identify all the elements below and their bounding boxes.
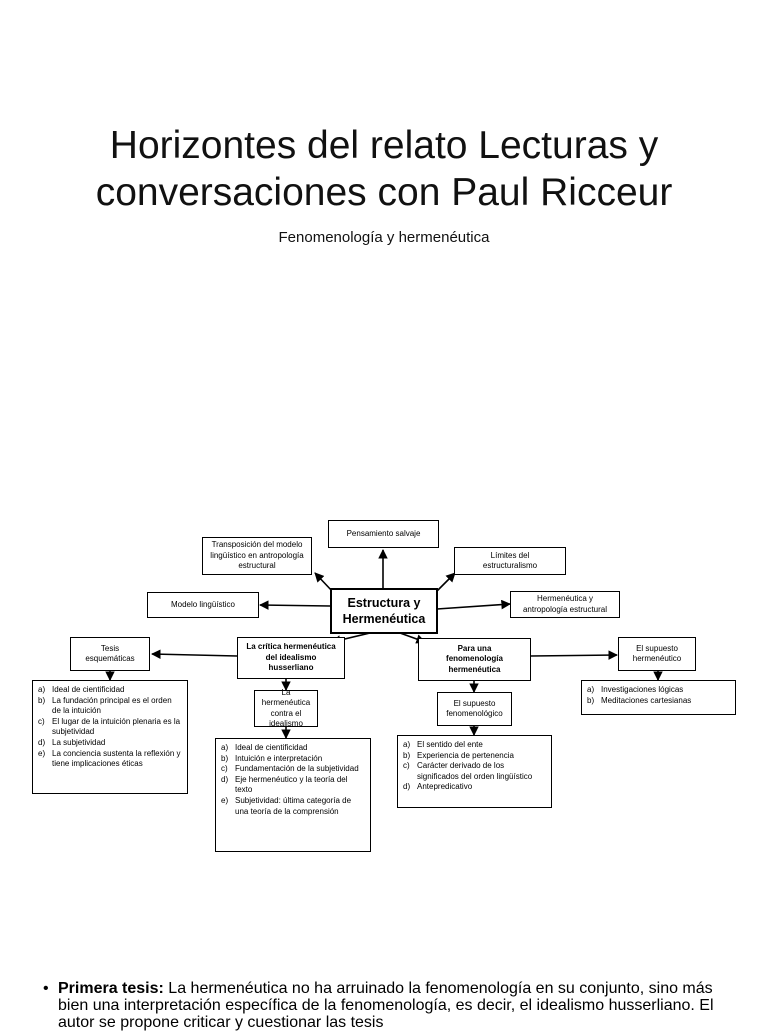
list-marker: c) (221, 764, 228, 774)
arrow-to-supuesto-herm (531, 655, 617, 656)
node-tesis: Tesis esquemáticas (70, 637, 150, 671)
list-text: Meditaciones cartesianas (601, 695, 692, 705)
bullet-dot: • (43, 980, 49, 997)
list-marker: c) (403, 761, 410, 771)
list-item (221, 764, 365, 775)
list-text: Ideal de cientificidad (52, 685, 125, 694)
node-modelo: Modelo lingüístico (147, 592, 259, 618)
title-line-1: Horizontes del relato Lecturas y (109, 124, 659, 167)
node-pensamiento: Pensamiento salvaje (328, 520, 439, 548)
list-text: Subjetividad: última categoría de una teoría de la comprensión (235, 795, 352, 816)
list-item (38, 749, 182, 770)
node-critica: La crítica hermenéutica del idealismo husserliano (237, 637, 345, 679)
list-text: Ideal de cientificidad (235, 743, 308, 752)
list-item (587, 696, 730, 707)
list-marker: e) (221, 795, 229, 805)
list-item (587, 685, 730, 696)
list-item (403, 740, 546, 751)
slide-subtitle: Fenomenología y hermenéutica (278, 229, 490, 246)
tesis-list (32, 680, 188, 794)
list-item (221, 775, 365, 796)
node-herm-contra: La hermenéutica contra el idealismo (254, 690, 318, 727)
node-supuesto-herm: El supuesto hermenéutico (618, 637, 696, 671)
arrow-to-tesis (152, 654, 237, 656)
list-item (221, 796, 365, 817)
list-text: Antepredicativo (417, 782, 473, 792)
contra-list (215, 738, 371, 852)
list-item (38, 717, 182, 738)
list-marker: b) (38, 695, 46, 705)
list-item (403, 782, 546, 793)
list-text: Carácter derivado de los significados del orden lingüístico (417, 761, 533, 781)
node-transposicion: Transposición del modelo lingüístico en antropología estructural (202, 537, 312, 575)
list-marker: b) (403, 750, 411, 760)
list-text: Fundamentación de la subjetividad (235, 764, 359, 774)
herm-list (581, 680, 736, 715)
list-item (38, 685, 182, 696)
list-marker: a) (38, 685, 46, 694)
list-text: Intuición e interpretación (235, 753, 323, 763)
node-para-una: Para una fenomenología hermenéutica (418, 638, 531, 681)
node-herm-antro: Hermenéutica y antropología estructural (510, 591, 620, 618)
list-text: Eje hermenéutico y la teoría del texto (235, 774, 348, 795)
fen-list (397, 735, 552, 808)
list-text: El sentido del ente (417, 740, 483, 749)
bullet-text (43, 980, 718, 1031)
bullet-label: Primera tesis: (58, 980, 164, 997)
list-text: Experiencia de pertenencia (417, 750, 514, 760)
list-marker: a) (587, 685, 595, 694)
list-item (403, 751, 546, 762)
arrow-to-limites (436, 573, 455, 592)
bullet-body: La hermenéutica no ha arruinado la fenomenología en su conjunto, sino más bien una interpretación específica de la fenomenología, es decir, el idealismo husserliano. El autor se propone criticar y cuestionar las tesis (58, 980, 714, 1031)
list-marker: a) (403, 740, 411, 749)
list-marker: d) (38, 737, 46, 747)
node-supuesto-fen: El supuesto fenomenológico (437, 692, 512, 726)
list-marker: c) (38, 716, 45, 726)
node-limites: Límites del estructuralismo (454, 547, 566, 575)
list-item (38, 696, 182, 717)
list-marker: d) (403, 782, 411, 792)
list-item (403, 761, 546, 782)
list-text: La fundación principal es el orden de la intuición (52, 695, 172, 716)
list-text: Investigaciones lógicas (601, 685, 684, 694)
arrow-to-modelo (260, 605, 330, 606)
list-marker: a) (221, 743, 229, 752)
list-marker: b) (221, 753, 229, 763)
title-line-2: conversaciones con Paul Ricceur (95, 171, 673, 214)
list-item (221, 754, 365, 765)
list-text: La conciencia sustenta la reflexión y tiene implicaciones éticas (52, 748, 181, 769)
list-marker: e) (38, 748, 46, 758)
list-text: El lugar de la intuición plenaria es la subjetividad (52, 716, 181, 737)
list-marker: d) (221, 774, 229, 784)
list-marker: b) (587, 695, 595, 705)
center-node: Estructura y Hermenéutica (330, 588, 438, 634)
arrow-to-herm-antro (437, 604, 510, 609)
list-item (38, 738, 182, 749)
list-item (221, 743, 365, 754)
list-text: La subjetividad (52, 737, 106, 747)
